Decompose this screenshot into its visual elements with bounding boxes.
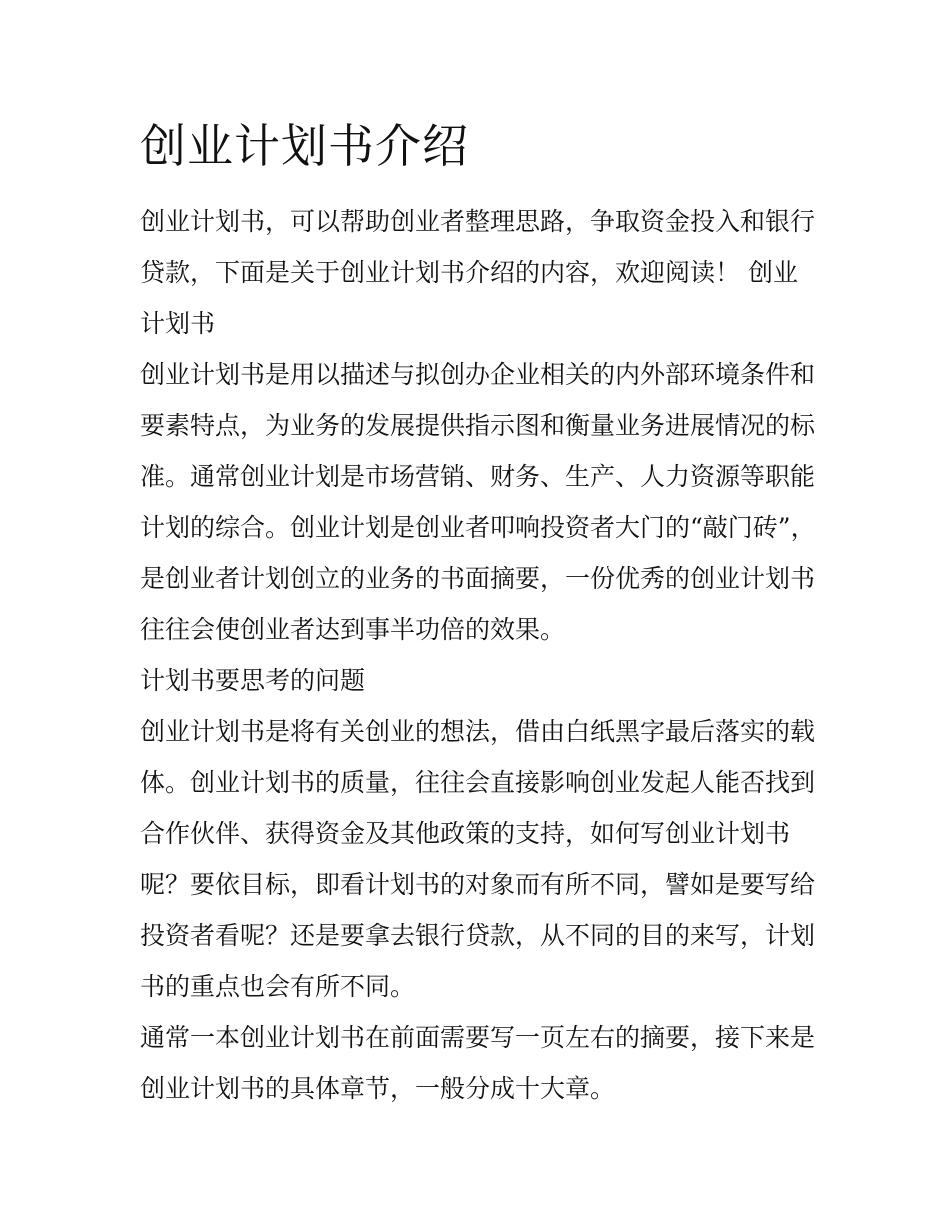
document-body [140,196,816,1114]
text-line: 往往会使创业者达到事半功倍的效果。 [140,615,566,644]
text-line: 贷款，下面是关于创业计划书介绍的内容，欢迎阅读！ 创业 [140,258,798,287]
text-line: 创业计划书是将有关创业的想法，借由白纸黑字最后落实的载 [140,717,816,746]
text-line: 创业计划书，可以帮助创业者整理思路，争取资金投入和银行 [140,207,816,236]
text-line: 创业计划书的具体章节，一般分成十大章。 [140,1074,616,1103]
text-line: 书的重点也会有所不同。 [140,972,416,1001]
text-line: 创业计划书是用以描述与拟创办企业相关的内外部环境条件和 [140,360,816,389]
questions-paragraph [140,706,816,1012]
document-title: 创业计划书介绍 [140,119,469,173]
section-heading-text: 计划书要思考的问题 [140,666,366,695]
text-line: 准。通常创业计划是市场营销、财务、生产、人力资源等职能 [140,462,816,491]
text-line: 要素特点，为业务的发展提供指示图和衡量业务进展情况的标 [140,411,816,440]
text-line: 体。创业计划书的质量，往往会直接影响创业发起人能否找到 [140,768,816,797]
intro-paragraph [140,196,816,349]
text-line: 通常一本创业计划书在前面需要写一页左右的摘要，接下来是 [140,1023,816,1052]
text-line: 是创业者计划创立的业务的书面摘要，一份优秀的创业计划书 [140,564,816,593]
text-line: 合作伙伴、获得资金及其他政策的支持，如何写创业计划书 [140,819,791,848]
definition-paragraph [140,349,816,655]
text-line: 投资者看呢？还是要拿去银行贷款，从不同的目的来写，计划 [140,921,816,950]
text-line: 呢？要依目标，即看计划书的对象而有所不同，譬如是要写给 [140,870,816,899]
section-heading [140,655,812,706]
text-line: 计划的综合。创业计划是创业者叩响投资者大门的“敲门砖”， [140,513,816,542]
text-line: 计划书 [140,309,216,338]
structure-paragraph [140,1012,816,1114]
